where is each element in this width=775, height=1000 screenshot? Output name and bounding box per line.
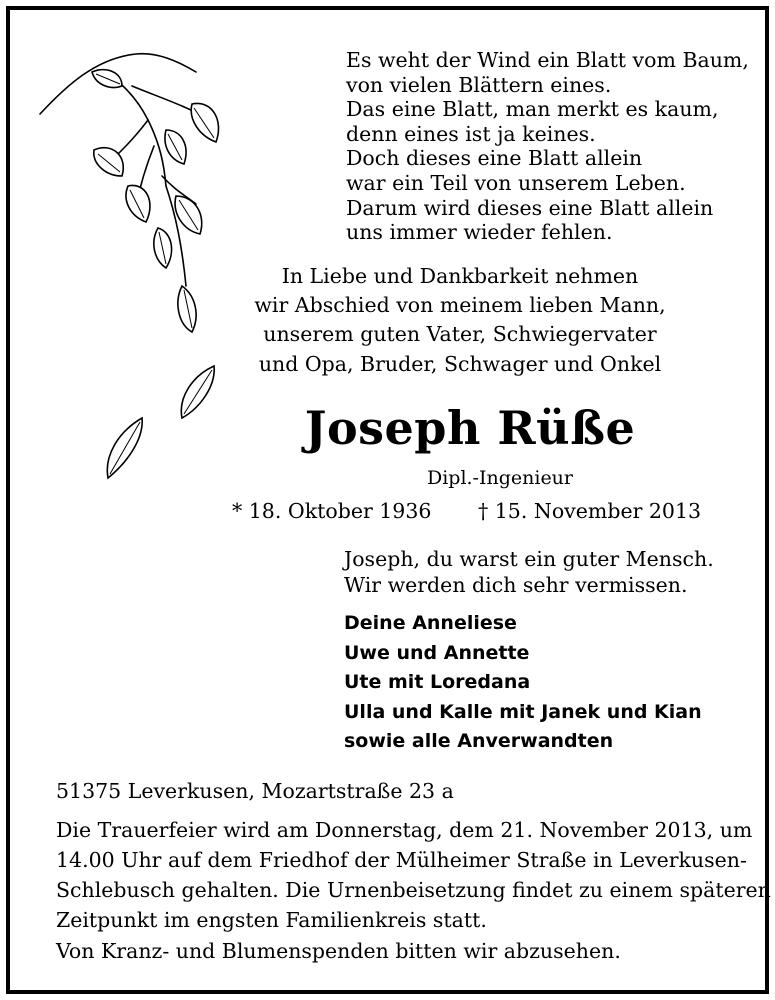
mourner-name: Uwe und Annette xyxy=(344,641,530,664)
poem-line: Das eine Blatt, man merkt es kaum, xyxy=(346,97,719,122)
message-line: Wir werden dich sehr vermissen. xyxy=(344,573,688,597)
poem-line: Darum wird dieses eine Blatt allein xyxy=(346,195,714,220)
mourner-name: Deine Anneliese xyxy=(344,612,517,634)
poem xyxy=(346,48,749,245)
mourners-list xyxy=(344,609,764,757)
poem-line: uns immer wieder fehlen. xyxy=(346,220,613,245)
poem-line: Doch dieses eine Blatt allein xyxy=(346,146,643,171)
intro-line: und Opa, Bruder, Schwager und Onkel xyxy=(258,351,662,376)
ceremony-line: Schlebusch gehalten. Die Urnenbeisetzung findet zu einem späteren xyxy=(56,878,771,902)
intro-line: wir Abschied von meinem lieben Mann, xyxy=(254,293,666,318)
mourner-name: Ulla und Kalle mit Janek und Kian xyxy=(344,700,702,723)
poem-line: von vielen Blättern eines. xyxy=(346,72,612,97)
address: 51375 Leverkusen, Mozartstraße 23 a xyxy=(56,779,454,803)
death-date: † 15. November 2013 xyxy=(478,499,702,523)
ceremony-line: 14.00 Uhr auf dem Friedhof der Mülheimer Straße in Leverkusen- xyxy=(56,848,747,872)
mourner-name: Ute mit Loredana xyxy=(344,671,531,693)
intro-text xyxy=(210,262,710,379)
deceased-title: Dipl.-Ingenieur xyxy=(426,467,574,489)
poem-line: Es weht der Wind ein Blatt vom Baum, xyxy=(346,48,749,72)
donation-note: Von Kranz- und Blumenspenden bitten wir abzusehen. xyxy=(56,939,621,963)
birth-date: * 18. Oktober 1936 xyxy=(232,499,432,523)
farewell-message xyxy=(344,546,744,598)
ceremony-line: Zeitpunkt im engsten Familienkreis statt. xyxy=(56,908,487,932)
ceremony-details xyxy=(56,815,771,935)
deceased-name: Joseph Rüße xyxy=(304,401,636,455)
intro-line: In Liebe und Dankbarkeit nehmen xyxy=(281,264,639,288)
message-line: Joseph, du warst ein guter Mensch. xyxy=(344,547,714,571)
mourner-name: sowie alle Anverwandten xyxy=(344,730,614,752)
intro-line: unserem guten Vater, Schwiegervater xyxy=(263,322,657,347)
poem-line: denn eines ist ja keines. xyxy=(346,121,596,146)
ceremony-line: Die Trauerfeier wird am Donnerstag, dem 21. November 2013, um xyxy=(56,818,753,842)
poem-line: war ein Teil von unserem Leben. xyxy=(346,170,686,195)
